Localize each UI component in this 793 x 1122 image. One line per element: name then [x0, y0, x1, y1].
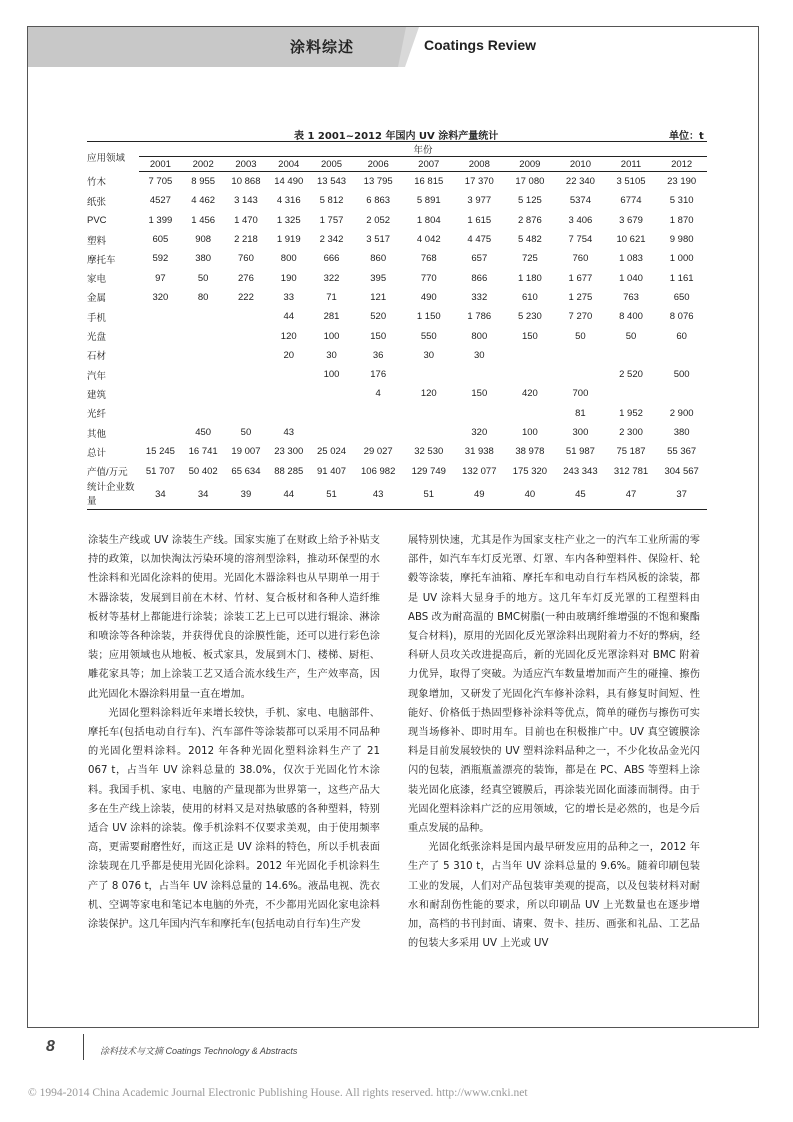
table-row: [87, 211, 707, 230]
table-cell: 7 270: [568, 311, 593, 323]
table-cell: 380: [195, 253, 212, 265]
row-label: 光盘: [87, 332, 107, 344]
table-cell: 300: [572, 427, 589, 438]
year-header: 2010: [555, 157, 606, 172]
table-row: [87, 230, 707, 249]
table-cell: 8 076: [669, 311, 694, 323]
table-cell: 51: [403, 481, 454, 510]
year-group-header: 年份: [139, 142, 707, 157]
year-header: 2012: [656, 157, 707, 172]
table-cell: [454, 365, 505, 384]
table-cell: 29 027: [363, 446, 393, 458]
table-cell: 550: [420, 330, 437, 342]
table-row: [87, 404, 707, 423]
table-cell: [606, 346, 657, 365]
table-cell: [225, 326, 268, 345]
table-cell: 2 900: [669, 407, 694, 419]
table-cell: 22 340: [565, 176, 595, 188]
section-title-en: Coatings Review: [424, 37, 537, 53]
table-cell: 100: [521, 427, 538, 438]
table-cell: 40: [505, 481, 556, 510]
table-cell: 49: [454, 481, 505, 510]
table-cell: [403, 404, 454, 423]
table-cell: 4 042: [416, 234, 441, 246]
table-cell: [225, 307, 268, 326]
table-cell: 7 705: [148, 176, 173, 188]
table-cell: 176: [370, 369, 387, 381]
table-cell: 100: [323, 330, 340, 342]
table-cell: 39: [225, 481, 268, 510]
table-cell: 322: [323, 272, 340, 284]
table-cell: 5 482: [517, 234, 542, 246]
table-cell: 175 320: [512, 465, 548, 477]
table-cell: 243 343: [563, 465, 598, 477]
table-cell: 5 125: [517, 195, 542, 207]
table-cell: 34: [182, 481, 225, 510]
table-cell: 1 952: [619, 407, 643, 419]
table-cell: 320: [152, 291, 169, 303]
table-cell: 1 325: [276, 214, 301, 226]
table-cell: 51 987: [565, 446, 595, 458]
table-unit: 单位：t: [669, 131, 704, 142]
table-cell: 420: [521, 388, 538, 400]
table-cell: 8 400: [619, 311, 643, 323]
table-cell: 3 406: [568, 214, 593, 226]
table-cell: 1 180: [517, 272, 542, 284]
table-cell: 763: [623, 291, 639, 303]
table-cell: [555, 346, 606, 365]
year-header: 2009: [505, 157, 556, 172]
table-row: [87, 307, 707, 326]
table-cell: 23 300: [274, 446, 304, 458]
table-cell: 3 977: [467, 195, 492, 207]
table-cell: [403, 423, 454, 442]
year-header: 2008: [454, 157, 505, 172]
table-row: [87, 442, 707, 461]
table-cell: [139, 404, 182, 423]
table-cell: 770: [420, 272, 437, 284]
table-cell: 860: [370, 253, 387, 265]
table-cell: [225, 384, 268, 403]
row-label: 纸张: [87, 196, 107, 208]
table-cell: 768: [420, 253, 437, 265]
uv-coating-production-table: [87, 141, 707, 510]
table-cell: 725: [521, 253, 538, 265]
table-cell: [403, 365, 454, 384]
table-cell: 666: [323, 253, 340, 265]
table-cell: 32 530: [414, 446, 444, 458]
table-cell: 520: [370, 311, 387, 323]
table-cell: 150: [521, 330, 538, 342]
table-cell: 150: [370, 330, 387, 342]
section-title-cn: 涂料综述: [290, 38, 355, 56]
table-cell: 13 543: [316, 176, 347, 188]
table-cell: 50: [575, 330, 586, 342]
row-label: 产值/万元: [87, 467, 128, 479]
table-cell: 4 462: [191, 195, 216, 207]
table-cell: [656, 346, 707, 365]
table-cell: 120: [280, 330, 297, 342]
table-cell: 51 707: [145, 465, 175, 477]
table-cell: 1 470: [234, 214, 258, 226]
table-cell: 1 870: [669, 214, 694, 226]
table-cell: 10 868: [231, 176, 261, 188]
table-cell: 5 891: [416, 195, 441, 207]
table-row: [87, 268, 707, 287]
table-cell: 23 190: [667, 176, 697, 188]
table-cell: 16 815: [414, 176, 444, 188]
table-cell: [505, 365, 556, 384]
table-cell: 276: [238, 272, 254, 284]
table-cell: 4 316: [276, 195, 301, 207]
table-cell: 13 795: [363, 176, 393, 188]
table-cell: [182, 346, 225, 365]
table-cell: [353, 404, 404, 423]
table-cell: 65 634: [231, 465, 261, 477]
table-cell: 50 402: [188, 465, 218, 477]
table-cell: 700: [572, 388, 589, 400]
table-cell: [310, 384, 353, 403]
table-cell: [505, 346, 556, 365]
table-cell: 9 980: [669, 234, 694, 246]
row-label: 金属: [87, 293, 107, 305]
row-label: PVC: [87, 214, 107, 226]
table-cell: 44: [283, 311, 295, 323]
table-cell: 6 863: [366, 195, 391, 207]
row-label: 统计企业数量: [87, 481, 139, 510]
table-cell: [182, 326, 225, 345]
table-cell: 1 000: [669, 253, 694, 265]
year-header: 2007: [403, 157, 454, 172]
table-cell: 450: [195, 427, 212, 438]
table-cell: [182, 384, 225, 403]
table-cell: 10 621: [616, 234, 646, 246]
table-cell: 150: [471, 388, 488, 400]
table-cell: 44: [267, 481, 310, 510]
table-cell: 31 938: [464, 446, 494, 458]
table-cell: 132 077: [462, 465, 497, 477]
table-cell: 3 143: [234, 195, 258, 207]
table-row: [87, 461, 707, 480]
table-cell: 1 615: [467, 214, 492, 226]
table-cell: 17 080: [515, 176, 545, 188]
table-cell: 97: [155, 272, 166, 284]
table-cell: 43: [353, 481, 404, 510]
table-cell: 320: [471, 427, 488, 438]
table-cell: 1 919: [276, 234, 301, 246]
table-cell: 121: [370, 291, 387, 303]
table-cell: [182, 365, 225, 384]
table-cell: 15 245: [145, 446, 175, 458]
footer-divider: [83, 1034, 84, 1060]
table-cell: 88 285: [274, 465, 304, 477]
table-row: [87, 346, 707, 365]
table-cell: [139, 423, 182, 442]
table-cell: 106 982: [361, 465, 396, 477]
table-cell: [267, 365, 310, 384]
table-cell: 2 300: [619, 427, 643, 438]
table-row: [87, 326, 707, 345]
table-cell: 33: [283, 291, 295, 303]
table-cell: 2 218: [234, 234, 258, 246]
table-cell: 5374: [569, 195, 591, 207]
table-cell: 866: [471, 272, 488, 284]
table-cell: 5 310: [669, 195, 694, 207]
table-row: [87, 481, 707, 510]
copyright-notice: © 1994-2014 China Academic Journal Electronic Publishing House. All rights reserved. http://www.cnki.net: [28, 1087, 528, 1099]
table-cell: 332: [471, 291, 488, 303]
table-cell: 380: [673, 427, 690, 438]
table-cell: 19 007: [231, 446, 261, 458]
table-cell: 190: [280, 272, 297, 284]
table-cell: [505, 404, 556, 423]
table-cell: 2 876: [517, 214, 542, 226]
table-cell: 490: [420, 291, 437, 303]
body-paragraph: 展特别快速，尤其是作为国家支柱产业之一的汽车工业所需的零部件，如汽车车灯反光罩、灯罩、车内各种塑料件、保险杆、轮毂等涂装，摩托车油箱、摩托车和电动自行车档风板的涂装，都是 UV 涂料大显身手的地方。这几年车灯反光罩的工程塑料由ABS 改为耐高温的 BMC树脂(一种由玻璃纤维增强的不饱和聚酯复合材料)，原用的光固化反光罩涂料出现附着力不好的弊病，经科研人员攻关改进提高后，新的光固化反光罩涂料对 BMC 附着力优异，取得了突破。为适应汽车数量增加而产生的碰撞、擦伤现象增加，又研发了光固化汽车修补涂料，具有修复时间短、性能好、价格低于热固型修补涂料等优点，简单的碰伤与擦伤可实现当场修补、即时用车。目前也在积极推广中。UV 真空镀膜涂料是目前发展较快的 UV 塑料涂料品种之一，不少化妆品金光闪闪的包装，酒瓶瓶盖漂亮的装饰，都是在 PC、ABS 等塑料上涂装光固化底漆，经真空镀膜后，再涂装光固化面漆而制得。由于光固化塑料涂料广泛的应用领域，它的增长是必然的，也是今后重点发展的品种。: [408, 535, 700, 835]
table-cell: 610: [521, 291, 538, 303]
table-cell: 37: [656, 481, 707, 510]
table-cell: [267, 384, 310, 403]
table-cell: 17 370: [464, 176, 494, 188]
table-cell: [454, 404, 505, 423]
table-cell: 605: [152, 234, 169, 246]
table-cell: 14 490: [274, 176, 304, 188]
table-cell: [139, 384, 182, 403]
table-cell: 60: [676, 330, 687, 342]
table-cell: [139, 346, 182, 365]
table-cell: 4: [375, 388, 381, 400]
table-cell: 6774: [620, 195, 642, 207]
row-label: 家电: [87, 274, 107, 286]
table-row: [87, 365, 707, 384]
table-cell: 1 804: [416, 214, 441, 226]
table-cell: [606, 384, 657, 403]
table-cell: [555, 365, 606, 384]
table-cell: [225, 404, 268, 423]
table-cell: [139, 365, 182, 384]
table-row: [87, 191, 707, 210]
table-cell: 2 052: [366, 214, 391, 226]
body-paragraph: 光固化纸张涂料是国内最早研发应用的品种之一，2012 年生产了 5 310 t，占当年 UV 涂料总量的 9.6%。随着印刷包装工业的发展，人们对产品包装审美观的提高，以及包装材料对耐水和耐刮伤性能的要求，所以印刷品 UV 上光数量也在逐步增加，高档的书刊封面、请柬、贺卡、挂历、画张和礼品、工艺品的包装大多采用 UV 上光或 UV: [408, 842, 700, 950]
table-cell: 1 399: [148, 214, 173, 226]
table-cell: 760: [238, 253, 254, 265]
table-cell: 908: [195, 234, 212, 246]
body-paragraph: 涂装生产线或 UV 涂装生产线。国家实施了在财政上给予补贴支持的政策，以加快淘汰污染环境的溶剂型涂料，推动环保型的水性涂料和光固化涂料的使用。光固化木器涂料也从早期单一用于木器涂装，发展到目前在木材、竹材、复合板材和各种人造纤维板材等基材上都能进行涂装；涂装工艺上已可以进行辊涂、淋涂和喷涂等各种涂装，并获得优良的涂膜性能，还可以进行彩色涂装；应用领域也从地板、板式家具，发展到木门、楼梯、厨柜、雕花家具等；加上涂装工艺又适合流水线生产，生产效率高，因此光固化木器涂料用量一直在增加。: [88, 535, 380, 700]
table-cell: [310, 423, 353, 442]
table-cell: [139, 307, 182, 326]
table-cell: [139, 326, 182, 345]
table-cell: 38 978: [515, 446, 545, 458]
table-cell: 75 187: [616, 446, 646, 458]
table-cell: 1 161: [669, 272, 694, 284]
row-label: 石材: [87, 351, 107, 363]
table-cell: 5 812: [319, 195, 344, 207]
table-cell: [267, 404, 310, 423]
row-header: 应用领域: [87, 152, 126, 164]
year-header: 2004: [267, 157, 310, 172]
table-cell: 1 150: [416, 311, 441, 323]
table-cell: 2 520: [619, 369, 643, 381]
year-header: 2002: [182, 157, 225, 172]
table-cell: 3 5105: [616, 176, 646, 188]
table-cell: [353, 423, 404, 442]
table-cell: 1 275: [568, 291, 593, 303]
table-cell: 16 741: [188, 446, 218, 458]
journal-name: 涂料技术与文摘 Coatings Technology & Abstracts: [100, 1046, 298, 1056]
row-label: 光纤: [87, 409, 107, 421]
year-header: 2003: [225, 157, 268, 172]
row-label: 塑料: [87, 235, 107, 247]
year-header: 2006: [353, 157, 404, 172]
table-cell: 657: [471, 253, 488, 265]
table-row: [87, 172, 707, 192]
table-cell: 1 083: [619, 253, 643, 265]
row-label: 其他: [87, 428, 107, 440]
table-cell: 7 754: [568, 234, 593, 246]
table-cell: 100: [323, 369, 340, 381]
table-row: [87, 288, 707, 307]
table-cell: 3 679: [619, 214, 643, 226]
table-cell: 4527: [149, 195, 171, 207]
table-cell: 30: [423, 349, 435, 361]
table-cell: 50: [625, 330, 637, 342]
table-cell: 592: [152, 253, 169, 265]
table-cell: 43: [283, 427, 295, 438]
row-label: 总计: [87, 447, 107, 459]
body-column-left: [88, 531, 380, 934]
table-cell: 51: [310, 481, 353, 510]
table-cell: 36: [372, 349, 384, 361]
table-cell: 1 040: [619, 272, 643, 284]
table-caption: 表 1 2001~2012 年国内 UV 涂料产量统计: [294, 131, 499, 142]
year-header: 2001: [139, 157, 182, 172]
table-cell: 81: [575, 407, 586, 419]
table-cell: 281: [323, 311, 340, 323]
table-cell: 25 024: [316, 446, 347, 458]
table-cell: 129 749: [411, 465, 446, 477]
table-row: [87, 384, 707, 403]
table-cell: 650: [673, 291, 690, 303]
year-header: 2011: [606, 157, 657, 172]
table-cell: 800: [471, 330, 488, 342]
table-row: [87, 249, 707, 268]
row-label: 竹木: [87, 177, 107, 189]
table-cell: 222: [238, 291, 254, 303]
table-cell: 30: [326, 349, 337, 361]
row-label: 建筑: [87, 389, 107, 401]
table-cell: 30: [474, 349, 485, 361]
table-cell: [225, 346, 268, 365]
table-cell: 1 757: [319, 214, 344, 226]
table-cell: 800: [280, 253, 297, 265]
table-cell: 3 517: [366, 234, 391, 246]
table-cell: 55 367: [667, 446, 697, 458]
page-number: 8: [46, 1038, 55, 1055]
table-cell: 8 955: [191, 176, 216, 188]
body-column-right: [408, 531, 700, 953]
table-cell: 47: [606, 481, 657, 510]
table-cell: 760: [572, 253, 589, 265]
row-label: 汽年: [87, 370, 107, 382]
table-cell: 312 781: [613, 465, 649, 477]
table-cell: 71: [326, 291, 337, 303]
table-cell: 4 475: [467, 234, 492, 246]
table-cell: 304 567: [664, 465, 699, 477]
table-cell: 20: [283, 349, 295, 361]
table-cell: 80: [197, 291, 209, 303]
table-cell: 91 407: [316, 465, 347, 477]
table-cell: [310, 404, 353, 423]
table-cell: 50: [240, 427, 252, 438]
year-header: 2005: [310, 157, 353, 172]
row-label: 摩托车: [87, 254, 116, 266]
table-row: [87, 423, 707, 442]
table-cell: 120: [420, 388, 437, 400]
table-cell: 2 342: [319, 234, 344, 246]
table-cell: 50: [197, 272, 209, 284]
table-cell: 1 456: [191, 214, 216, 226]
table-cell: [225, 365, 268, 384]
table-cell: 500: [673, 369, 690, 381]
table-cell: 5 230: [517, 311, 542, 323]
table-cell: 45: [555, 481, 606, 510]
table-cell: 395: [370, 272, 387, 284]
table-cell: 1 786: [467, 311, 492, 323]
row-label: 手机: [87, 312, 107, 324]
table-cell: [656, 384, 707, 403]
table-cell: [182, 307, 225, 326]
table-cell: [182, 404, 225, 423]
table-cell: 1 677: [568, 272, 593, 284]
table-cell: 34: [139, 481, 182, 510]
body-paragraph: 光固化塑料涂料近年来增长较快，手机、家电、电脑部件、摩托车(包括电动自行车)、汽车部件等涂装都可以采用不同品种的光固化塑料涂料。2012 年各种光固化塑料涂料生产了 21 067 t，占当年 UV 涂料总量的 38.0%，仅次于光固化竹木涂料。我国手机、家电、电脑的产量现都为世界第一，这些产品大多在生产线上涂装，使用的材料又是对热敏感的各种塑料，特别适合 UV 涂料的涂装。像手机涂料不仅要求美观，由于使用频率高，更需要耐磨性好，而这正是 UV 涂料的特色，所以手机表面涂装现在几乎都是使用光固化涂料。2012 年光固化手机涂料生产了 8 076 t，占当年 UV 涂料总量的 14.6%。液晶电视、洗衣机、空调等家电和笔记本电脑的外壳，不少都用光固化家电涂料涂装保护。这几年国内汽车和摩托车(包括电动自行车)生产发: [88, 707, 380, 931]
